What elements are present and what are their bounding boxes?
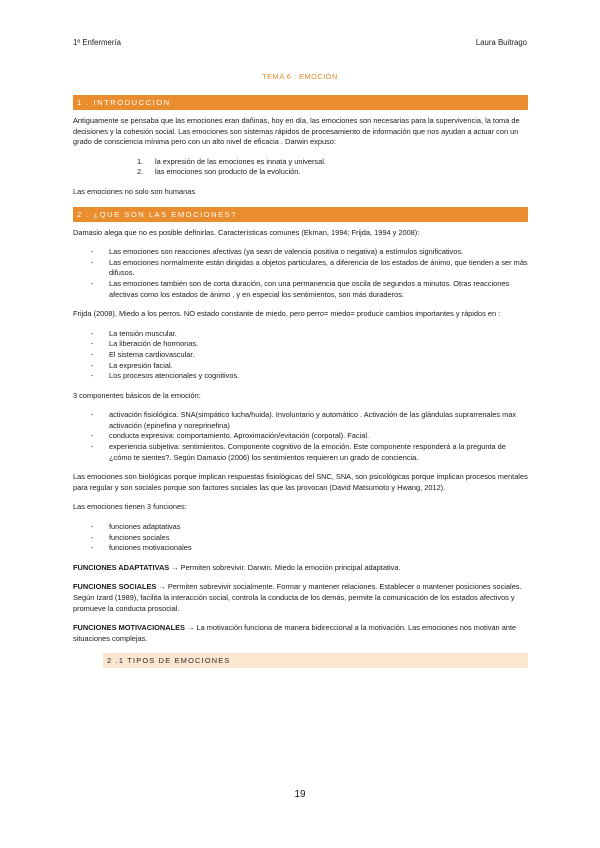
list-item: - Los procesos atencionales y cognitivos. — [91, 371, 528, 382]
motivational-functions-text: La motivación funciona de manera bidireccional a la motivación. Las emociones nos motivan ante situaciones complejas. — [73, 623, 517, 643]
document-title: TEMA 6 : EMOCIÓN — [262, 72, 338, 81]
list-item: - La expresión facial. — [91, 361, 528, 372]
intro-paragraph: Antiguamente se pensaba que las emociones eran dañinas, hoy en día, las emociones son necesarias para la supervivencia, la toma de decisiones y la cohesión social. Las emociones son sistemas rápidos de procesamiento de información que nos ayudan a actuar con un grado de consciencia mínima pero con un alto nivel de eficacia . Darwin expuso: — [73, 116, 520, 147]
list-item: - activación fisiológica. SNA(simpático lucha/huida). Involuntario y automático . Activación de las glándulas suprarrenales max activación (epinefina y noreprinefina) — [91, 410, 528, 431]
damasio-intro: Damasio alega que no es posible definirlas. Características comunes (Ekman, 1994; Frijda, 1994 y 2008): — [73, 227, 420, 237]
functions-intro: Las emociones tienen 3 funciones: — [73, 502, 187, 512]
list-item: 2. las emociones son producto de la evolución. — [137, 167, 301, 177]
header-course: 1º Enfermería — [73, 38, 121, 47]
list-item: - conducta expresiva: comportamiento. Aproximación/evitación (corporal). Facial. — [91, 431, 528, 442]
list-item: - La liberación de hormonas. — [91, 339, 528, 350]
adaptive-functions-paragraph — [73, 563, 528, 574]
list-item: - El sistema cardiovascular. — [91, 350, 528, 361]
adaptive-functions-label: FUNCIONES ADAPTATIVAS — [73, 562, 170, 572]
page-header — [73, 38, 527, 50]
page-number: 19 — [294, 789, 306, 800]
section-heading-introduction: 1 . INTRODUCCION — [73, 95, 528, 110]
frijda-paragraph: Frijda (2008), Miedo a los perros. NO estado constante de miedo, pero perro= miedo= producir cambios importantes y rápidos en : — [73, 309, 501, 319]
list-item: - funciones adaptativas — [91, 522, 528, 533]
components-intro: 3 componentes básicos de la emoción: — [73, 390, 201, 400]
biological-paragraph: Las emociones son biológicas porque implican respuestas fisiológicas del SNC, SNA, son psicológicas porque implican procesos mentales para regular y son sociales porque son factores sociales las que las provocan (David Matsumoto y Hwang, 2012). — [73, 472, 528, 492]
motivational-functions-label: FUNCIONES MOTIVACIONALES — [73, 623, 185, 633]
social-functions-paragraph — [73, 582, 528, 614]
page-content — [73, 95, 528, 668]
list-item: - La tensión muscular. — [91, 329, 528, 340]
functions-list — [91, 522, 528, 554]
list-item: - Las emociones son reacciones afectivas (ya sean de valencia positiva o negativa) a estímulos significativos. — [91, 247, 528, 258]
list-item: - funciones motivacionales — [91, 543, 528, 554]
list-item: - Las emociones también son de corta duración, con una permanencia que oscila de segundos a minutos. Otras reacciones afectivas como los estados de ánimo , y en especial los sentimientos, son más duraderos. — [91, 279, 528, 300]
arrow-icon: → — [171, 562, 179, 572]
changes-list — [91, 329, 528, 382]
motivational-functions-paragraph — [73, 623, 528, 644]
list-item: - funciones sociales — [91, 533, 528, 544]
components-list — [91, 410, 528, 463]
social-functions-label: FUNCIONES SOCIALES — [73, 582, 157, 592]
list-item: - Las emociones normalmente están dirigidas a objetos particulares, a diferencia de los estados de ánimo, que tienden a ser más difusos. — [91, 258, 528, 279]
arrow-icon: → — [187, 623, 195, 633]
list-item: - experiencia subjetiva: sentimientos. Componente cognitivo de la emoción. Este componente responderá a la pregunta de ¿cómo te sientes?. Según Damasio (2006) los sentimientos requieren un grado de conciencia. — [91, 442, 528, 463]
header-author: Laura Buitrago — [475, 38, 527, 47]
adaptive-functions-text: Permiten sobrevivir. Darwin. Miedo la emoción principal adaptativa. — [180, 562, 401, 572]
not-only-humans-text: Las emociones no solo son humanas — [73, 186, 196, 196]
arrow-icon: → — [158, 582, 166, 592]
characteristics-list — [91, 247, 528, 300]
social-functions-text: Permiten sobrevivir socialmente. Formar y mantener relaciones. Establecer o mantener posiciones sociales. Según Izard (1989), facilita la interacción social, controla la conducta de los demás, permite la comunicación de los estados afectivos y promueve la conducta prosocial. — [73, 582, 522, 613]
list-item: 1. la expresión de las emociones es innata y universal. — [137, 156, 326, 166]
subsection-heading-emotion-types: 2 .1 TIPOS DE EMOCIONES — [103, 653, 528, 668]
section-heading-what-are-emotions: 2 . ¿QUE SON LAS EMOCIONES? — [73, 207, 528, 222]
darwin-list — [137, 157, 528, 178]
